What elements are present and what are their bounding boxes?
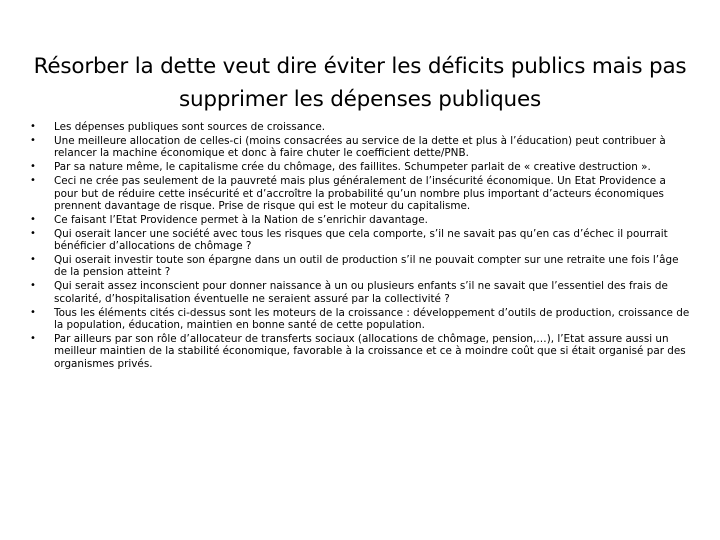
bullet-text: Par sa nature même, le capitalisme crée du chômage, des faillites. Schumpeter parlait de « creative destruction ».: [54, 161, 651, 174]
bullet-item: [24, 121, 692, 133]
bullet-dot-icon: •: [30, 121, 36, 132]
bullet-text: Qui serait assez inconscient pour donner naissance à un ou plusieurs enfants s’il ne savait que l’essentiel des frais de scolarité, d’hospitalisation éventuelle ne seraient assuré par la collectivité ?: [54, 280, 668, 305]
bullet-item: [24, 135, 692, 160]
bullet-dot-icon: •: [30, 134, 36, 146]
bullet-text: Les dépenses publiques sont sources de croissance.: [54, 121, 326, 133]
bullet-dot-icon: •: [30, 306, 36, 318]
bullet-text: Ceci ne crée pas seulement de la pauvreté mais plus généralement de l’insécurité économique. Un Etat Providence a pour but de réduire cette insécurité et d’accroître la probabilité qu’un nombre plus important d’acteurs économiques prennent davantage de risque. Prise de risque qui est le moteur du capitalisme.: [54, 175, 666, 212]
bullet-dot-icon: •: [30, 254, 36, 266]
bullet-dot-icon: •: [30, 333, 36, 344]
bullet-text: Qui oserait investir toute son épargne dans un outil de production s’il ne pouvait compter sur une retraite une fois l’âge de la pension atteint ?: [54, 254, 679, 279]
bullet-item: [24, 254, 692, 279]
bullet-item: [24, 214, 692, 226]
slide-title-line-1: Résorber la dette veut dire éviter les déficits publics mais pas: [33, 54, 687, 80]
bullet-text: Par ailleurs par son rôle d’allocateur de transferts sociaux (allocations de chômage, pension,…), l’Etat assure aussi un meilleur maintien de la stabilité économique, favorable à la croissance et ce à moindre coût que si était organisé par des organismes privés.: [54, 333, 686, 370]
bullet-item: [24, 307, 692, 332]
bullet-dot-icon: •: [30, 161, 36, 173]
bullet-text: Qui oserait lancer une société avec tous les risques que cela comporte, s’il ne savait pas qu’en cas d’échec il pourrait bénéficier d’allocations de chômage ?: [54, 227, 668, 253]
bullet-list: [24, 121, 692, 372]
bullet-item: [24, 228, 692, 253]
bullet-text: Une meilleure allocation de celles-ci (moins consacrées au service de la dette et plus à l’éducation) peut contribuer à relancer la machine économique et donc à faire chuter le coefficient dette/PNB.: [54, 134, 666, 160]
bullet-dot-icon: •: [30, 175, 36, 187]
bullet-item: [24, 161, 692, 173]
bullet-item: [24, 175, 692, 212]
slide-title-line-2: supprimer les dépenses publiques: [178, 87, 542, 113]
bullet-dot-icon: •: [30, 280, 36, 292]
bullet-text: Tous les éléments cités ci-dessus sont les moteurs de la croissance : développement d’outils de production, croissance de la population, éducation, maintien en bonne santé de cette population.: [54, 306, 690, 332]
bullet-text: Ce faisant l’Etat Providence permet à la Nation de s’enrichir davantage.: [54, 213, 428, 226]
slide-title: [10, 50, 710, 116]
bullet-item: [24, 280, 692, 305]
bullet-item: [24, 333, 692, 370]
bullet-dot-icon: •: [30, 213, 36, 225]
bullet-dot-icon: •: [30, 227, 36, 239]
